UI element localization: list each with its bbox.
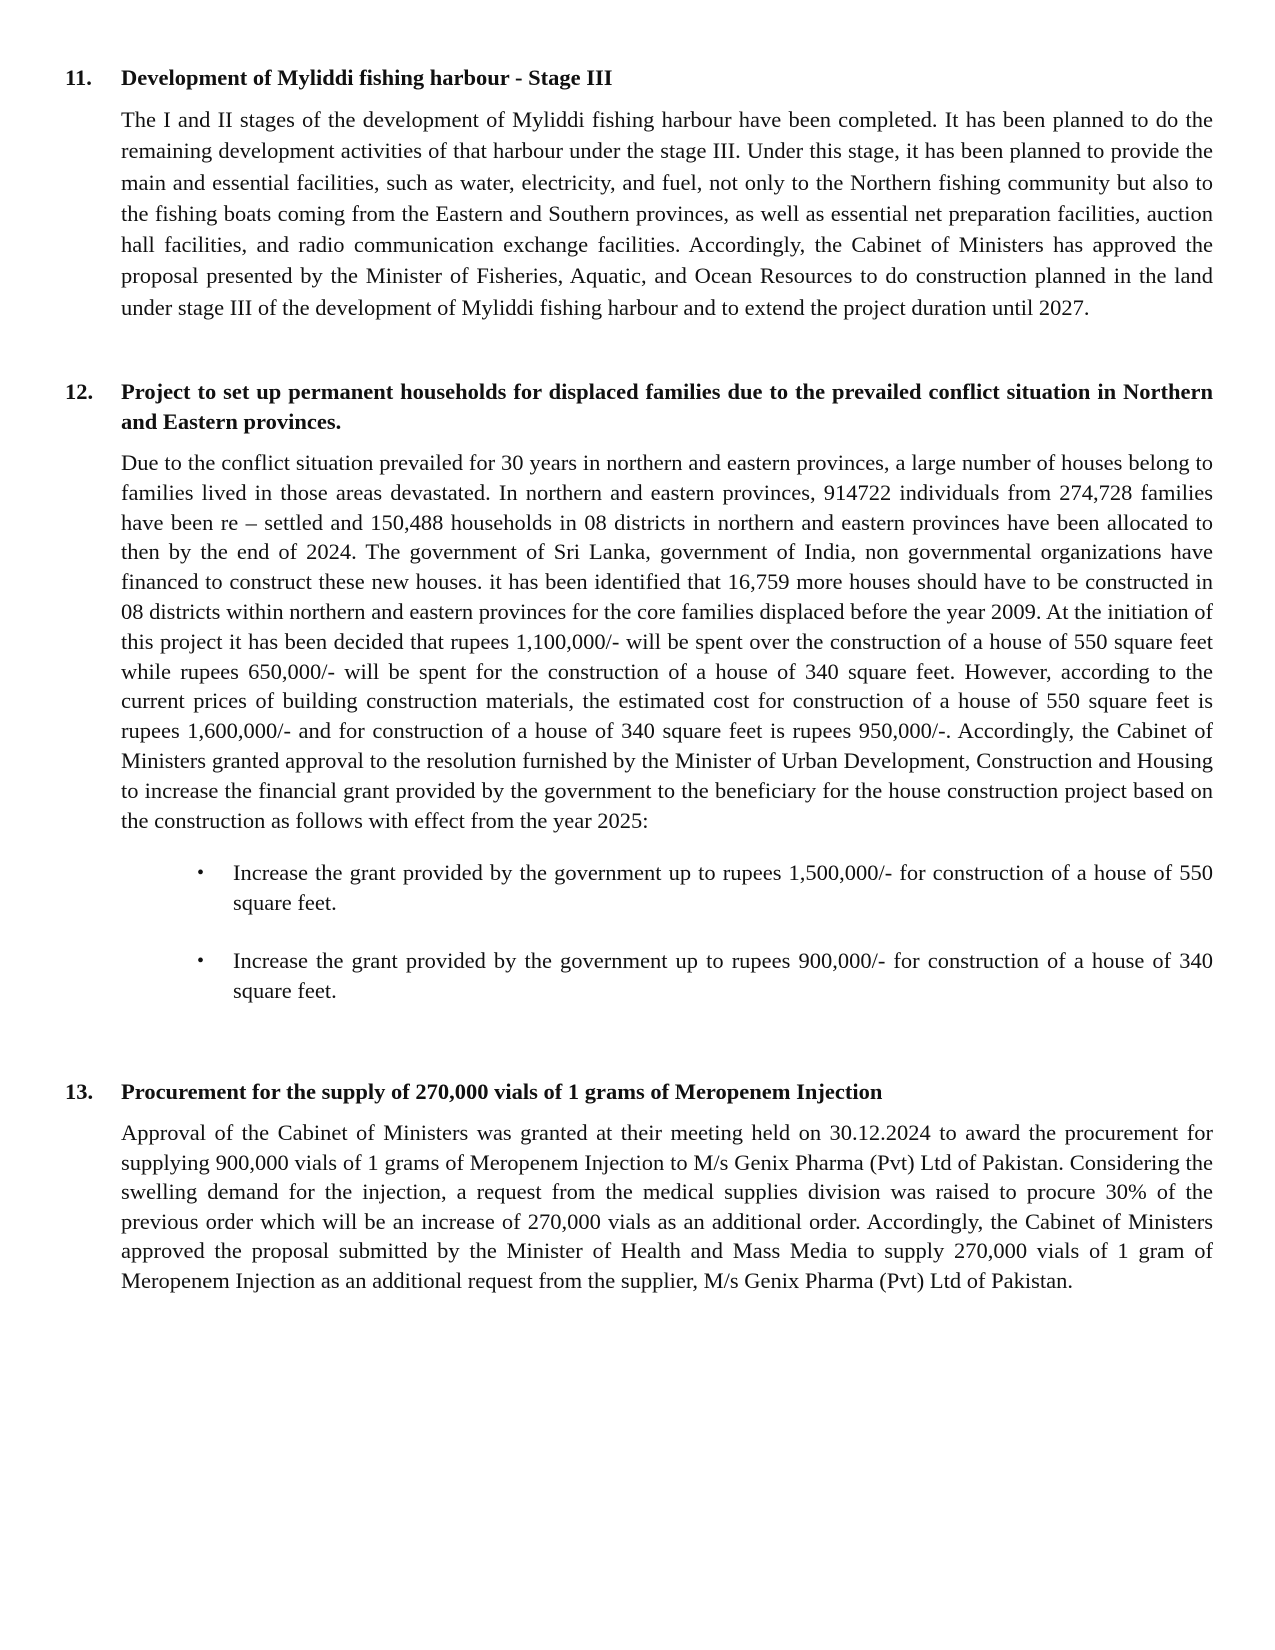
section-number: 13. — [65, 1079, 94, 1104]
list-item-text: Increase the grant provided by the government up to rupees 900,000/- for construction of a house of 340 square feet. — [233, 947, 1213, 1003]
section-heading — [65, 63, 1213, 93]
list-item — [65, 946, 1213, 1006]
grant-bullet-list — [65, 858, 1213, 1006]
section-heading — [65, 377, 1213, 437]
bullet-icon: • — [197, 949, 205, 972]
section-number: 11. — [65, 65, 92, 90]
section-paragraph: Approval of the Cabinet of Ministers was granted at their meeting held on 30.12.2024 to award the procurement for supplying 900,000 vials of 1 grams of Meropenem Injection to M/s Genix Pharma (Pvt) Ltd of Pakistan. Considering the swelling demand for the injection, a request from the medical supplies division was raised to procure 30% of the previous order which will be an increase of 270,000 vials as an additional order. Accordingly, the Cabinet of Ministers approved the proposal submitted by the Minister of Health and Mass Media to supply 270,000 vials of 1 gram of Meropenem Injection as an additional request from the supplier, M/s Genix Pharma (Pvt) Ltd of Pakistan. — [121, 1120, 1213, 1293]
list-item-text: Increase the grant provided by the government up to rupees 1,500,000/- for construction of a house of 550 square feet. — [233, 859, 1213, 915]
section-12 — [65, 377, 1213, 1034]
list-item — [65, 858, 1213, 918]
section-title: Project to set up permanent households for displaced families due to the prevailed conflict situation in Northern and Eastern provinces. — [121, 379, 1213, 434]
section-13 — [65, 1077, 1213, 1318]
section-paragraph: The I and II stages of the development of Myliddi fishing harbour have been completed. It has been planned to do the remaining development activities of that harbour under the stage III. Under this stage, it has been planned to provide the main and essential facilities, such as water, electricity, and fuel, not only to the Northern fishing community but also to the fishing boats coming from the Eastern and Southern provinces, as well as essential net preparation facilities, auction hall facilities, and radio communication exchange facilities. Accordingly, the Cabinet of Ministers has approved the proposal presented by the Minister of Fisheries, Aquatic, and Ocean Resources to do construction planned in the land under stage III of the development of Myliddi fishing harbour and to extend the project duration until 2027. — [121, 107, 1213, 320]
section-11 — [65, 63, 1213, 346]
section-heading — [65, 1077, 1213, 1107]
section-title: Development of Myliddi fishing harbour - Stage III — [121, 65, 613, 90]
bullet-icon: • — [197, 861, 205, 884]
section-number: 12. — [65, 379, 94, 404]
section-paragraph: Due to the conflict situation prevailed for 30 years in northern and eastern provinces, a large number of houses belong to families lived in those areas devastated. In northern and eastern provinces, 914722 individuals from 274,728 families have been re – settled and 150,488 households in 08 districts in northern and eastern provinces have been allocated to then by the end of 2024. The government of Sri Lanka, government of India, non governmental organizations have financed to construct these new houses. it has been identified that 16,759 more houses should have to be constructed in 08 districts within northern and eastern provinces for the core families displaced before the year 2009. At the initiation of this project it has been decided that rupees 1,100,000/- will be spent over the construction of a house of 550 square feet while rupees 650,000/- will be spent for the construction of a house of 340 square feet. However, according to the current prices of building construction materials, the estimated cost for construction of a house of 550 square feet is rupees 1,600,000/- and for construction of a house of 340 square feet is rupees 950,000/-. Accordingly, the Cabinet of Ministers granted approval to the resolution furnished by the Minister of Urban Development, Construction and Housing to increase the financial grant provided by the government to the beneficiary for the house construction project based on the construction as follows with effect from the year 2025: — [121, 450, 1213, 833]
section-title: Procurement for the supply of 270,000 vials of 1 grams of Meropenem Injection — [121, 1079, 883, 1104]
